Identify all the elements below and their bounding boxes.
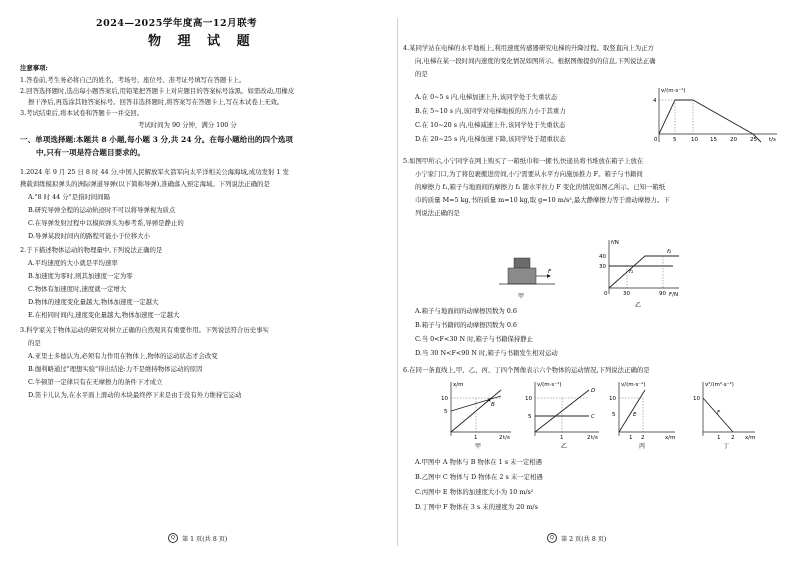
tissue-box [508, 268, 536, 284]
x-axis-label: t/s [591, 435, 598, 441]
x-axis-label: F/N [669, 292, 679, 298]
y-axis-label: v/(m·s⁻¹) [537, 382, 562, 388]
y-axis-label: x/m [453, 382, 464, 388]
y-axis-label: v/(m·s⁻¹) [661, 88, 686, 94]
line-label: C [591, 414, 595, 420]
page-number: 第 1 页(共 8 页) [182, 535, 228, 543]
q6-option: A.甲图中 A 物体与 B 物体在 1 s 末一定相遇 [415, 458, 542, 466]
q3-stem: 的是 [28, 339, 41, 347]
x-tick: 15 [710, 137, 717, 143]
x-tick: 1 [629, 435, 633, 441]
x-axis-label: x/m [665, 435, 676, 441]
line-label: B [491, 402, 495, 408]
q5-stem: 列说法正确的是 [415, 209, 460, 217]
exam-title: 2024—2025学年度高一12月联考 [96, 18, 258, 29]
section-heading: 中,只有一项是符合题目要求的。 [36, 148, 145, 157]
q3-option: B.伽利略通过"理想实验"得出结论:力不是维持物体运动的原因 [28, 365, 203, 373]
y-tick: 30 [599, 264, 606, 270]
q5-stem: 巾的质量 M=5 kg,书的质量 m=10 kg,取 g=10 m/s²,最大静摩擦力等于滑动摩擦力。下 [415, 196, 670, 204]
y-tick: 40 [599, 254, 606, 260]
line-label: f₂ [667, 249, 672, 255]
graph-label: 乙 [561, 443, 568, 450]
y-axis-label: f/N [611, 240, 619, 246]
q4-vt-graph [649, 84, 783, 148]
q3-option: C.牛顿第一定律只有在无摩擦力的条件下才成立 [28, 378, 163, 386]
q5-stem: 5.如图甲所示,小宁同学在网上购买了一箱纸巾和一摞书,快递员将书堆放在箱子上放在 [403, 157, 644, 165]
q4-option: B.在 5~10 s 内,该同学对电梯地板的压力小于其重力 [415, 107, 566, 115]
q1-option: C.在导弹发射过程中以模拟弹头为参考系,导弹是静止的 [28, 219, 184, 227]
x-tick: 10 [691, 137, 698, 143]
q4-stem: 的是 [415, 70, 428, 78]
x-tick: 30 [623, 291, 630, 297]
fig-a-label: 甲 [518, 293, 525, 300]
q1-option: D.导弹某段时间内的路程可能小于位移大小 [28, 232, 150, 240]
page-badge: Q [547, 533, 557, 543]
origin-label: 0 [604, 291, 608, 297]
x-axis-label: x/m [745, 435, 756, 441]
section-heading: 一、单项选择题:本题共 8 小题,每小题 3 分,共 24 分。在每小题给出的四个选项 [20, 135, 293, 144]
q5-fF-graph [599, 236, 683, 310]
y-tick: 10 [441, 396, 448, 402]
q4-option: C.在 10~20 s 内,电梯减速上升,该同学处于失重状态 [415, 121, 566, 129]
subject-title: 物 理 试 题 [148, 34, 256, 49]
q2-option: B.加速度为零时,则其加速度一定为零 [28, 272, 133, 280]
x-tick: 1 [474, 435, 478, 441]
q5-fig-a [497, 252, 559, 304]
force-label: F [548, 269, 552, 275]
x-tick: 2 [731, 435, 735, 441]
x-tick: 25 [750, 137, 757, 143]
x-tick: 2 [499, 435, 503, 441]
y-tick: 5 [444, 409, 448, 415]
q1-stem: 1.2024 年 9 月 25 日 8 时 44 分,中国人民解放军火箭军向太平洋相关公海海域,成功发射 1 发 [20, 168, 289, 176]
fig-b-label: 乙 [635, 302, 642, 309]
q6-graph-yi [525, 376, 605, 450]
line-label: f₁ [629, 269, 634, 275]
y-tick: 10 [525, 396, 532, 402]
y-axis-label: v/(m·s⁻¹) [621, 382, 646, 388]
footer-right [547, 533, 606, 543]
y-tick: 5 [528, 414, 532, 420]
q6-stem: 6.在同一条直线上,甲、乙、丙、丁四个图像表示六个物体的运动情况,下列说法正确的是 [403, 366, 650, 374]
q6-graph-bing [609, 376, 683, 450]
line-label: A [487, 398, 491, 404]
q6-option: B.乙图中 C 物体与 D 物体在 2 s 末一定相遇 [415, 473, 543, 481]
q6-option: C.丙图中 E 物体的加速度大小为 10 m/s² [415, 488, 534, 496]
q4-option: D.在 20~25 s 内,电梯加速下降,该同学处于超重状态 [415, 135, 566, 143]
notice-line: 擦干净后,再选涂其他答案标号。回答非选择题时,将答案写在答题卡上,写在本试卷上无效。 [28, 98, 284, 106]
origin-label: 0 [654, 137, 658, 143]
y-tick: 5 [612, 412, 616, 418]
q6-graph-jia [441, 376, 517, 450]
q2-option: C.物体有加速度时,速度就一定增大 [28, 285, 127, 293]
q3-option: D.笛卡儿认为,在水平面上滑动的木块最终停下来是由于没有外力维持它运动 [28, 391, 242, 399]
page-number: 第 2 页(共 8 页) [561, 535, 607, 543]
footer-left [168, 533, 227, 543]
q4-stem: 向,电梯在某一段时间内速度的变化情况如图所示。根据图像提供的信息,下列说法正确 [415, 57, 656, 65]
q2-stem: 2.于下描述物体运动的物理量中,下列说法正确的是 [20, 246, 163, 254]
line-label: F [717, 410, 721, 416]
q2-option: D.物体的速度变化量越大,物体加速度一定越大 [28, 298, 159, 306]
notice-line: 3.考试结束后,将本试卷和答题卡一并交回。 [20, 109, 144, 117]
x-tick: 1 [717, 435, 721, 441]
time-score: 考试时间为 90 分钟，满分 100 分 [138, 121, 237, 129]
x-axis-label: t/s [503, 435, 510, 441]
q6-option: D.丁图中 F 物体在 3 s 末的速度为 20 m/s [415, 503, 538, 511]
x-tick: 2 [587, 435, 591, 441]
q1-option: A."8 时 44 分"是指时间间隔 [28, 193, 110, 201]
x-tick: 20 [730, 137, 737, 143]
q5-option: B.箱子与书籍间的动摩擦因数为 0.6 [415, 321, 517, 329]
graph-label: 丁 [723, 443, 730, 450]
q5-stem: 的摩擦力 f₁,箱子与地面间的摩擦力 f₂ 随水平拉力 F 变化的情况如图乙所示。已知一箱纸 [415, 183, 666, 191]
notice-line: 1.答卷前,考生务必将自己的姓名、考场号、座位号、准考证号填写在答题卡上。 [20, 76, 246, 84]
graph-label: 丙 [639, 443, 646, 450]
q3-stem: 3.科学家关于物体运动的研究对树立正确的自然观具有重要作用。下列说法符合历史事实 [20, 326, 269, 334]
q2-option: A.平均速度的大小就是平均速率 [28, 259, 118, 267]
q1-stem: 携载训练模拟弹头的洲际弹道导弹(以下简称导弹),准确落入预定海域。下列说法正确的是 [20, 180, 270, 188]
page-badge: Q [168, 533, 178, 543]
q5-option: A.箱子与地面间的动摩擦因数为 0.6 [415, 307, 517, 315]
q2-option: E.在相同时间内,速度变化量越大,物体加速度一定越大 [28, 311, 180, 319]
books-block [514, 258, 530, 268]
q1-option: B.研究导弹全程的运动轨迹时不可以将导弹视为质点 [28, 206, 176, 214]
notice-heading: 注意事项: [20, 64, 48, 72]
y-tick: 10 [693, 396, 700, 402]
graph-label: 甲 [475, 443, 482, 450]
q6-graph-ding [693, 376, 767, 450]
q3-option: A.亚里士多德认为,必须有力作用在物体上,物体的运动状态才会改变 [28, 352, 218, 360]
x-tick: 1 [560, 435, 564, 441]
y-tick: 10 [609, 396, 616, 402]
f2-line [609, 256, 679, 288]
q5-option: C.当 0<F<30 N 时,箱子与书籍保持静止 [415, 335, 534, 343]
line-label: D [591, 388, 596, 394]
notice-line: 2.回答选择题时,选出每小题答案后,用铅笔把答题卡上对应题目的答案标号涂黑。如需改动,用橡皮 [20, 87, 295, 95]
line-e [619, 390, 645, 432]
right-column [397, 0, 794, 562]
y-tick: 4 [653, 98, 657, 104]
velocity-line [659, 100, 761, 142]
x-tick: 5 [673, 137, 677, 143]
x-axis-label: t/s [769, 137, 776, 143]
line-label: E [633, 412, 637, 418]
x-tick: 2 [641, 435, 645, 441]
x-tick: 90 [659, 291, 666, 297]
q5-option: D.当 30 N<F<90 N 时,箱子与书籍发生相对运动 [415, 349, 558, 357]
q4-option: A.在 0~5 s 内,电梯加速上升,该同学处于失重状态 [415, 93, 558, 101]
y-axis-label: v²/(m²·s⁻²) [705, 382, 734, 388]
q5-stem: 小宁家门口,为了将包裹搬进房间,小宁需要从水平方向施加推力 F。箱子与书籍间 [415, 170, 643, 178]
q4-stem: 4.某同学站在电梯的水平地板上,利用速度传感器研究电梯的升降过程。取竖直向上为正方 [403, 44, 654, 52]
